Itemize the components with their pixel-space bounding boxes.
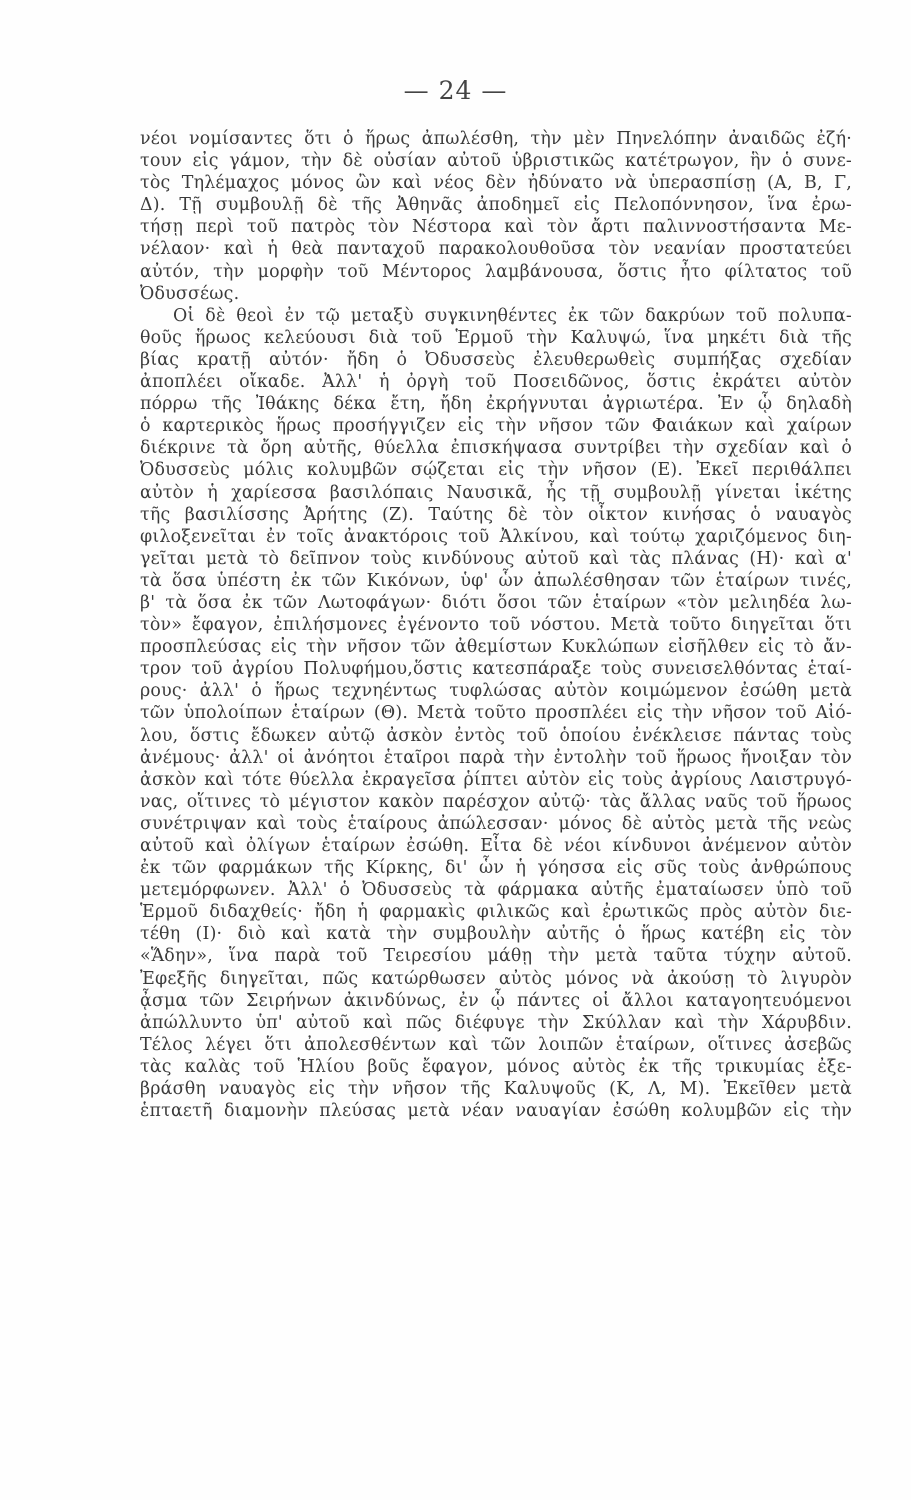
text-line: τὸν» ἔφαγον, ἐπιλήσμονες ἐγένοντο τοῦ νόστου. Μετὰ τοῦτο διηγεῖται ὅτι	[140, 615, 852, 636]
text-line: ἑπταετῆ διαμονὴν πλεύσας μετὰ νέαν ναυαγίαν ἐσώθη κολυμβῶν εἰς τὴν	[140, 1101, 852, 1122]
text-line: λου, ὅστις ἔδωκεν αὐτῷ ἀσκὸν ἐντὸς τοῦ ὁποίου ἐνέκλεισε πάντας τοὺς	[140, 725, 852, 746]
text-line: τὰς καλὰς τοῦ Ἡλίου βοῦς ἔφαγον, μόνος αὐτὸς ἐκ τῆς τρικυμίας ἐξε-	[140, 1056, 852, 1077]
paragraph	[140, 305, 852, 1122]
text-line: Ἑρμοῦ διδαχθείς· ἤδη ἡ φαρμακὶς φιλικῶς καὶ ἐρωτικῶς πρὸς αὐτὸν διε-	[140, 902, 852, 923]
text-line: ᾆσμα τῶν Σειρήνων ἀκινδύνως, ἐν ᾧ πάντες οἱ ἄλλοι καταγοητευόμενοι	[140, 990, 852, 1011]
text-line: τὰ ὅσα ὑπέστη ἐκ τῶν Κικόνων, ὑφ' ὧν ἀπωλέσθησαν τῶν ἑταίρων τινές,	[140, 570, 852, 591]
text-line: «Ἅδην», ἵνα παρὰ τοῦ Τειρεσίου μάθῃ τὴν μετὰ ταῦτα τύχην αὐτοῦ.	[140, 946, 852, 967]
text-line: νας, οἵτινες τὸ μέγιστον κακὸν παρέσχον αὐτῷ· τὰς ἄλλας ναῦς τοῦ ἥρωος	[140, 791, 852, 812]
text-line: προσπλεύσας εἰς τὴν νῆσον τῶν ἀθεμίστων Κυκλώπων εἰσῆλθεν εἰς τὸ ἄν-	[140, 637, 852, 658]
text-line: ἀσκὸν καὶ τότε θύελλα ἐκραγεῖσα ῥίπτει αὐτὸν εἰς τοὺς ἀγρίους Λαιστρυγό-	[140, 769, 852, 790]
text-line: συνέτριψαν καὶ τοὺς ἑταίρους ἀπώλεσσαν· μόνος δὲ αὐτὸς μετὰ τῆς νεὼς	[140, 813, 852, 834]
text-line: τρον τοῦ ἀγρίου Πολυφήμου,ὅστις κατεσπάραξε τοὺς συνεισελθόντας ἑταί-	[140, 659, 852, 680]
text-line: ρους· ἀλλ' ὁ ἥρως τεχνηέντως τυφλώσας αὐτὸν κοιμώμενον ἐσώθη μετὰ	[140, 681, 852, 702]
text-line: Ὀδυσσεὺς μόλις κολυμβῶν σῴζεται εἰς τὴν νῆσον (Ε). Ἐκεῖ περιθάλπει	[140, 460, 852, 481]
text-line: νέλαον· καὶ ἡ θεὰ πανταχοῦ παρακολουθοῦσα τὸν νεανίαν προστατεύει	[140, 239, 852, 260]
text-line: φιλοξενεῖται ἐν τοῖς ἀνακτόροις τοῦ Ἀλκίνου, καὶ τούτῳ χαριζόμενος διη-	[140, 526, 852, 547]
text-line: Οἱ δὲ θεοὶ ἐν τῷ μεταξὺ συγκινηθέντες ἐκ τῶν δακρύων τοῦ πολυπα-	[173, 305, 852, 326]
text-line: θοῦς ἥρωος κελεύουσι διὰ τοῦ Ἑρμοῦ τὴν Καλυψώ, ἵνα μηκέτι διὰ τῆς	[140, 327, 852, 348]
page-number: — 24 —	[403, 76, 508, 105]
text-line: ὁ καρτερικὸς ἥρως προσήγγιζεν εἰς τὴν νῆσον τῶν Φαιάκων καὶ χαίρων	[140, 416, 852, 437]
text-line: β' τὰ ὅσα ἐκ τῶν Λωτοφάγων· διότι ὅσοι τῶν ἑταίρων «τὸν μελιηδέα λω-	[140, 592, 852, 613]
text-line: τήσῃ περὶ τοῦ πατρὸς τὸν Νέστορα καὶ τὸν ἄρτι παλιννοστήσαντα Με-	[140, 217, 852, 238]
text-line: πόρρω τῆς Ἰθάκης δέκα ἔτη, ἤδη ἐκρήγνυται ἀγριωτέρα. Ἐν ᾧ δηλαδὴ	[140, 394, 852, 415]
text-line: μετεμόρφωνεν. Ἀλλ' ὁ Ὀδυσσεὺς τὰ φάρμακα αὐτῆς ἐματαίωσεν ὑπὸ τοῦ	[140, 880, 852, 901]
text-line: ἀπώλλυντο ὑπ' αὐτοῦ καὶ πῶς διέφυγε τὴν Σκύλλαν καὶ τὴν Χάρυβδιν.	[140, 1012, 852, 1033]
text-line: Ὀδυσσέως.	[140, 283, 240, 304]
text-line: αὐτὸν ἡ χαρίεσσα βασιλόπαις Ναυσικᾶ, ἧς τῇ συμβουλῇ γίνεται ἱκέτης	[140, 482, 852, 503]
text-line: αὐτοῦ καὶ ὀλίγων ἑταίρων ἐσώθη. Εἶτα δὲ νέοι κίνδυνοι ἀνέμενον αὐτὸν	[140, 836, 852, 856]
text-line: Τέλος λέγει ὅτι ἀπολεσθέντων καὶ τῶν λοιπῶν ἑταίρων, οἵτινες ἀσεβῶς	[140, 1034, 852, 1055]
text-line: γεῖται μετὰ τὸ δεῖπνον τοὺς κινδύνους αὐτοῦ καὶ τὰς πλάνας (Η)· καὶ α'	[140, 548, 852, 569]
text-line: τῆς βασιλίσσης Ἀρήτης (Ζ). Ταύτης δὲ τὸν οἶκτον κινήσας ὁ ναυαγὸς	[140, 504, 852, 525]
text-line: βίας κρατῇ αὐτόν· ἤδη ὁ Ὀδυσσεὺς ἐλευθερωθεὶς συμπήξας σχεδίαν	[140, 349, 852, 370]
text-line: αὐτόν, τὴν μορφὴν τοῦ Μέντορος λαμβάνουσα, ὅστις ἦτο φίλτατος τοῦ	[140, 261, 852, 282]
text-line: τὸς Τηλέμαχος μόνος ὢν καὶ νέος δὲν ἠδύνατο νὰ ὑπερασπίσῃ (Α, Β, Γ,	[140, 173, 852, 194]
text-line: Δ). Τῇ συμβουλῇ δὲ τῆς Ἀθηνᾶς ἀποδημεῖ εἰς Πελοπόννησον, ἵνα ἐρω-	[140, 195, 852, 216]
paragraph	[140, 128, 852, 305]
text-line: διέκρινε τὰ ὄρη αὐτῆς, θύελλα ἐπισκήψασα συντρίβει τὴν σχεδίαν καὶ ὁ	[140, 438, 852, 459]
text-line: ἀποπλέει οἴκαδε. Ἀλλ' ἡ ὀργὴ τοῦ Ποσειδῶνος, ὅστις ἐκράτει αὐτὸν	[140, 372, 852, 393]
body-text	[140, 128, 852, 1122]
text-line: ἀνέμους· ἀλλ' οἱ ἀνόητοι ἑταῖροι παρὰ τὴν ἐντολὴν τοῦ ἥρωος ἤνοιξαν τὸν	[140, 747, 852, 768]
text-line: τέθη (Ι)· διὸ καὶ κατὰ τὴν συμβουλὴν αὐτῆς ὁ ἥρως κατέβη εἰς τὸν	[140, 924, 852, 945]
text-line: ἐκ τῶν φαρμάκων τῆς Κίρκης, δι' ὧν ἡ γόησσα εἰς σῦς τοὺς ἀνθρώπους	[140, 858, 852, 879]
text-line: τουν εἰς γάμον, τὴν δὲ οὐσίαν αὐτοῦ ὑβριστικῶς κατέτρωγον, ἣν ὁ συνε-	[140, 151, 852, 172]
text-line: νέοι νομίσαντες ὅτι ὁ ἥρως ἀπωλέσθη, τὴν μὲν Πηνελόπην ἀναιδῶς ἐζή·	[140, 129, 852, 149]
text-line: βράσθη ναυαγὸς εἰς τὴν νῆσον τῆς Καλυψοῦς (Κ, Λ, Μ). Ἐκεῖθεν μετὰ	[140, 1079, 852, 1100]
text-line: τῶν ὑπολοίπων ἑταίρων (Θ). Μετὰ τοῦτο προσπλέει εἰς τὴν νῆσον τοῦ Αἰό-	[140, 703, 852, 724]
text-line: Ἐφεξῆς διηγεῖται, πῶς κατώρθωσεν αὐτὸς μόνος νὰ ἀκούσῃ τὸ λιγυρὸν	[140, 968, 852, 989]
